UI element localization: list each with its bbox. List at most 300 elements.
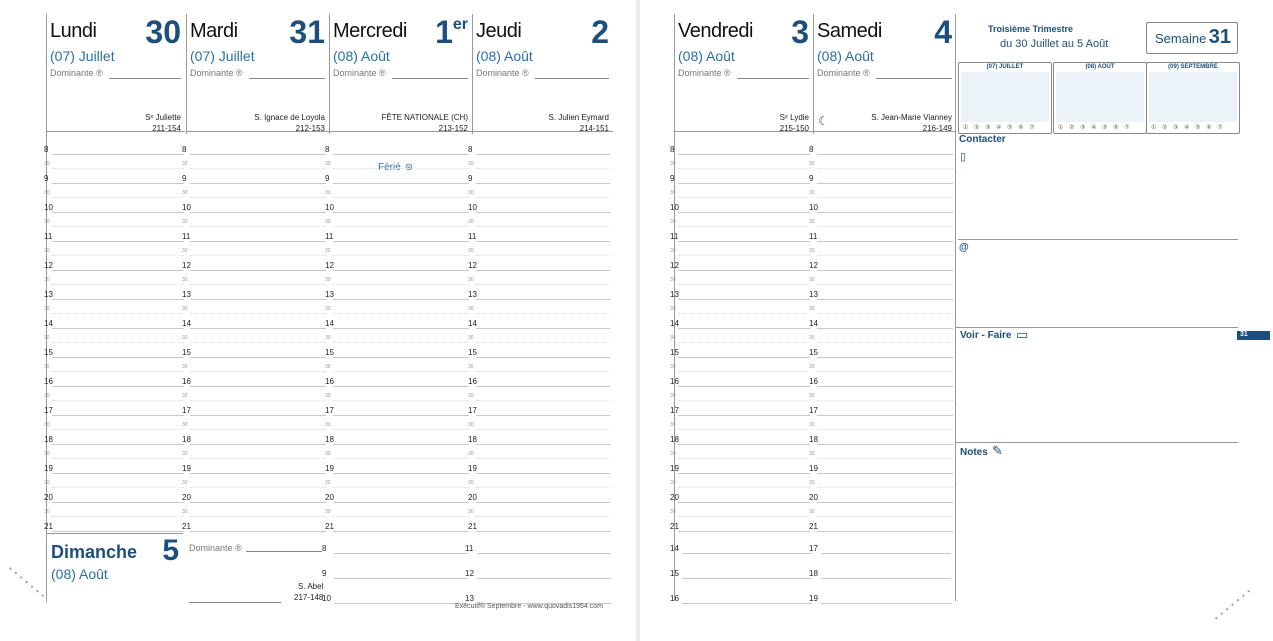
hour-line[interactable]	[52, 211, 184, 213]
hour-label: 16	[468, 377, 477, 386]
hour-line[interactable]	[190, 269, 326, 271]
half-hour-line[interactable]	[678, 428, 810, 430]
half-hour-label: 30	[44, 480, 50, 486]
hour-line[interactable]	[52, 153, 184, 155]
half-hour-line[interactable]	[52, 196, 184, 198]
mini-calendar-july	[958, 62, 1052, 134]
hour-line[interactable]	[190, 182, 326, 184]
half-hour-line[interactable]	[476, 486, 610, 488]
half-hour-line[interactable]	[817, 399, 953, 401]
half-hour-line[interactable]	[333, 515, 469, 517]
half-hour-line[interactable]	[190, 341, 326, 343]
half-hour-line[interactable]	[333, 486, 469, 488]
day-month: (07) Juillet	[190, 48, 255, 64]
hour-line[interactable]	[190, 298, 326, 300]
hour-line[interactable]	[476, 501, 610, 503]
trimestre-range: du 30 Juillet au 5 Août	[1000, 38, 1109, 50]
week-tab[interactable]: 31	[1237, 331, 1270, 340]
hour-line[interactable]	[333, 240, 469, 242]
half-hour-line[interactable]	[678, 196, 810, 198]
half-hour-line[interactable]	[678, 225, 810, 227]
dominante-line[interactable]	[737, 78, 809, 79]
hour-label: 13	[325, 290, 334, 299]
hour-label: 11	[325, 232, 334, 241]
pen-icon: ✎	[992, 443, 1003, 458]
day-name: Lundi	[50, 20, 97, 42]
hour-line[interactable]	[817, 443, 953, 445]
hour-label: 16	[809, 377, 818, 386]
hour-label: 13	[809, 290, 818, 299]
half-hour-line[interactable]	[52, 167, 184, 169]
half-hour-label: 30	[809, 277, 815, 283]
hour-line[interactable]	[678, 472, 810, 474]
day-name: Jeudi	[476, 20, 522, 42]
hour-line[interactable]	[476, 443, 610, 445]
hour-line[interactable]	[52, 501, 184, 503]
dominante-line[interactable]	[876, 78, 952, 79]
half-hour-line[interactable]	[817, 370, 953, 372]
half-hour-line[interactable]	[817, 167, 953, 169]
half-hour-line[interactable]	[333, 167, 469, 169]
sunday-dominante-line[interactable]	[246, 550, 322, 552]
hour-label: 14	[325, 319, 334, 328]
hour-line[interactable]	[678, 385, 810, 387]
hour-label: 17	[468, 406, 477, 415]
hour-line[interactable]	[476, 472, 610, 474]
hour-line[interactable]	[52, 356, 184, 358]
half-hour-label: 30	[182, 509, 188, 515]
half-hour-line[interactable]	[333, 428, 469, 430]
hour-label: 9	[468, 174, 473, 183]
hour-line[interactable]	[817, 414, 953, 416]
hour-label: 9	[182, 174, 187, 183]
half-hour-line[interactable]	[52, 457, 184, 459]
sunday-hour-line[interactable]	[334, 577, 468, 579]
half-hour-label: 30	[182, 277, 188, 283]
hour-line[interactable]	[52, 269, 184, 271]
half-hour-label: 30	[44, 364, 50, 370]
half-hour-label: 30	[468, 364, 474, 370]
hour-label: 15	[325, 348, 334, 357]
half-hour-line[interactable]	[678, 515, 810, 517]
hour-line[interactable]	[817, 327, 953, 329]
sunday-month: (08) Août	[51, 566, 108, 582]
hour-label: 10	[44, 203, 53, 212]
half-hour-line[interactable]	[333, 312, 469, 314]
half-hour-line[interactable]	[52, 312, 184, 314]
hour-line[interactable]	[817, 211, 953, 213]
hour-label: 8	[44, 145, 49, 154]
hour-line[interactable]	[333, 472, 469, 474]
half-hour-line[interactable]	[476, 254, 610, 256]
day-name: Samedi	[817, 20, 882, 42]
extra-hour-line[interactable]	[821, 552, 951, 554]
hour-line[interactable]	[678, 211, 810, 213]
hour-line[interactable]	[52, 385, 184, 387]
half-hour-label: 30	[44, 422, 50, 428]
hour-label: 19	[182, 464, 191, 473]
sunday-hour-line[interactable]	[334, 602, 468, 604]
half-hour-line[interactable]	[817, 283, 953, 285]
half-hour-line[interactable]	[817, 457, 953, 459]
mini-calendar-footer: ① ② ③ ④ ⑤ ⑥ ⑦	[1058, 125, 1132, 131]
half-hour-line[interactable]	[333, 196, 469, 198]
half-hour-line[interactable]	[333, 283, 469, 285]
hour-line[interactable]	[476, 298, 610, 300]
half-hour-line[interactable]	[333, 225, 469, 227]
hour-label: 15	[468, 348, 477, 357]
half-hour-line[interactable]	[52, 254, 184, 256]
dominante-line[interactable]	[535, 78, 609, 79]
half-hour-line[interactable]	[678, 254, 810, 256]
hour-line[interactable]	[333, 153, 469, 155]
hour-line[interactable]	[476, 530, 610, 532]
hour-line[interactable]	[190, 211, 326, 213]
hour-line[interactable]	[817, 153, 953, 155]
hour-line[interactable]	[678, 298, 810, 300]
half-hour-label: 30	[468, 306, 474, 312]
half-hour-label: 30	[670, 161, 676, 167]
half-hour-line[interactable]	[678, 457, 810, 459]
half-hour-label: 30	[325, 451, 331, 457]
half-hour-label: 30	[44, 509, 50, 515]
hour-label: 12	[44, 261, 53, 270]
sunday-hour-label: 12	[465, 569, 474, 578]
hour-label: 18	[182, 435, 191, 444]
hour-label: 21	[468, 522, 477, 531]
dominante-label: Dominante ®	[817, 68, 870, 78]
hour-line[interactable]	[476, 182, 610, 184]
hour-line[interactable]	[476, 240, 610, 242]
half-hour-line[interactable]	[52, 399, 184, 401]
extra-hour-label: 19	[809, 594, 818, 603]
half-hour-line[interactable]	[476, 457, 610, 459]
hour-line[interactable]	[52, 530, 184, 532]
hour-label: 8	[468, 145, 473, 154]
half-hour-line[interactable]	[190, 370, 326, 372]
hour-line[interactable]	[333, 211, 469, 213]
half-hour-line[interactable]	[678, 399, 810, 401]
half-hour-line[interactable]	[476, 370, 610, 372]
half-hour-line[interactable]	[333, 370, 469, 372]
half-hour-label: 30	[182, 161, 188, 167]
hour-line[interactable]	[678, 530, 810, 532]
binding-rings-right: • • • • • • •	[1212, 586, 1254, 623]
binding-rings-left: • • • • • • •	[6, 564, 48, 601]
half-hour-label: 30	[182, 248, 188, 254]
half-hour-label: 30	[809, 364, 815, 370]
half-hour-line[interactable]	[476, 225, 610, 227]
half-hour-line[interactable]	[817, 196, 953, 198]
hour-line[interactable]	[476, 327, 610, 329]
half-hour-line[interactable]	[190, 457, 326, 459]
half-hour-line[interactable]	[476, 515, 610, 517]
hour-label: 15	[44, 348, 53, 357]
hour-label: 16	[325, 377, 334, 386]
hour-label: 20	[182, 493, 191, 502]
day-code: 216-149	[922, 124, 952, 133]
hour-line[interactable]	[333, 501, 469, 503]
half-hour-label: 30	[468, 219, 474, 225]
hour-label: 21	[44, 522, 53, 531]
hour-line[interactable]	[52, 240, 184, 242]
half-hour-line[interactable]	[678, 312, 810, 314]
half-hour-label: 30	[468, 161, 474, 167]
hour-line[interactable]	[52, 443, 184, 445]
half-hour-line[interactable]	[190, 196, 326, 198]
hour-label: 12	[325, 261, 334, 270]
half-hour-line[interactable]	[52, 341, 184, 343]
hour-line[interactable]	[333, 298, 469, 300]
half-hour-label: 30	[809, 480, 815, 486]
hour-line[interactable]	[817, 385, 953, 387]
hour-label: 19	[468, 464, 477, 473]
hour-line[interactable]	[476, 356, 610, 358]
dominante-line[interactable]	[392, 78, 468, 79]
hour-line[interactable]	[52, 182, 184, 184]
hour-line[interactable]	[476, 414, 610, 416]
hour-label: 10	[182, 203, 191, 212]
half-hour-line[interactable]	[52, 225, 184, 227]
hour-label: 18	[670, 435, 679, 444]
half-hour-line[interactable]	[333, 457, 469, 459]
half-hour-line[interactable]	[52, 428, 184, 430]
half-hour-line[interactable]	[817, 341, 953, 343]
hour-line[interactable]	[190, 472, 326, 474]
half-hour-line[interactable]	[817, 515, 953, 517]
hour-label: 12	[670, 261, 679, 270]
dominante-label: Dominante ®	[678, 68, 731, 78]
week-box	[1146, 22, 1238, 54]
hour-line[interactable]	[678, 153, 810, 155]
hour-line[interactable]	[476, 385, 610, 387]
sunday-hour-line[interactable]	[477, 577, 611, 579]
half-hour-label: 30	[468, 509, 474, 515]
hour-label: 13	[182, 290, 191, 299]
dominante-label: Dominante ®	[333, 68, 386, 78]
half-hour-line[interactable]	[678, 486, 810, 488]
hour-label: 17	[44, 406, 53, 415]
half-hour-line[interactable]	[476, 196, 610, 198]
half-hour-label: 30	[670, 422, 676, 428]
hour-line[interactable]	[476, 153, 610, 155]
hour-label: 8	[325, 145, 330, 154]
half-hour-label: 30	[182, 335, 188, 341]
half-hour-line[interactable]	[476, 399, 610, 401]
sunday-dominante-label: Dominante ®	[189, 543, 242, 553]
hour-line[interactable]	[476, 211, 610, 213]
hour-line[interactable]	[333, 356, 469, 358]
hour-line[interactable]	[190, 153, 326, 155]
half-hour-line[interactable]	[190, 486, 326, 488]
day-number: 31	[289, 14, 325, 50]
hour-line[interactable]	[678, 443, 810, 445]
day-header-friday	[674, 14, 813, 134]
hour-line[interactable]	[817, 269, 953, 271]
hour-line[interactable]	[190, 443, 326, 445]
phone-icon: ▯	[960, 151, 967, 163]
holiday-label: Férié ⊜	[378, 162, 414, 173]
hour-line[interactable]	[678, 269, 810, 271]
extra-hour-label: 14	[670, 544, 679, 553]
half-hour-line[interactable]	[678, 370, 810, 372]
sunday-hour-label: 8	[322, 544, 327, 553]
half-hour-line[interactable]	[476, 428, 610, 430]
extra-hour-line[interactable]	[682, 552, 812, 554]
hour-line[interactable]	[333, 269, 469, 271]
hour-line[interactable]	[52, 414, 184, 416]
dominante-line[interactable]	[249, 78, 325, 79]
half-hour-line[interactable]	[476, 283, 610, 285]
column-separator	[955, 14, 956, 601]
mini-calendar-title: (09) SEPTEMBRE	[1168, 64, 1218, 70]
hour-label: 11	[44, 232, 53, 241]
day-header-tuesday	[186, 14, 329, 134]
half-hour-line[interactable]	[190, 167, 326, 169]
hour-label: 16	[44, 377, 53, 386]
hour-line[interactable]	[817, 182, 953, 184]
day-header-saturday	[813, 14, 956, 134]
sunday-hour-line[interactable]	[477, 552, 611, 554]
half-hour-line[interactable]	[190, 515, 326, 517]
hour-line[interactable]	[52, 472, 184, 474]
footer-text: Exécutif® Septembre - www.quovadis1954.com	[455, 603, 603, 610]
half-hour-line[interactable]	[817, 486, 953, 488]
hour-line[interactable]	[333, 385, 469, 387]
half-hour-label: 30	[325, 161, 331, 167]
hour-line[interactable]	[52, 327, 184, 329]
half-hour-line[interactable]	[333, 341, 469, 343]
hour-label: 10	[325, 203, 334, 212]
hour-line[interactable]	[333, 443, 469, 445]
hour-line[interactable]	[190, 530, 326, 532]
half-hour-label: 30	[325, 190, 331, 196]
half-hour-label: 30	[44, 190, 50, 196]
sunday-saint-line	[189, 601, 281, 603]
hour-line[interactable]	[817, 240, 953, 242]
hour-line[interactable]	[678, 327, 810, 329]
hour-line[interactable]	[190, 501, 326, 503]
hour-label: 18	[809, 435, 818, 444]
hour-line[interactable]	[817, 472, 953, 474]
hour-line[interactable]	[678, 240, 810, 242]
hour-line[interactable]	[333, 182, 469, 184]
hour-line[interactable]	[817, 501, 953, 503]
hour-line[interactable]	[678, 356, 810, 358]
half-hour-line[interactable]	[817, 428, 953, 430]
half-hour-line[interactable]	[190, 283, 326, 285]
hour-line[interactable]	[678, 414, 810, 416]
half-hour-line[interactable]	[678, 341, 810, 343]
email-label: @	[959, 242, 969, 253]
hour-label: 14	[809, 319, 818, 328]
half-hour-line[interactable]	[190, 254, 326, 256]
day-name: Vendredi	[678, 20, 753, 42]
half-hour-line[interactable]	[817, 312, 953, 314]
half-hour-line[interactable]	[52, 515, 184, 517]
hour-line[interactable]	[52, 298, 184, 300]
half-hour-line[interactable]	[476, 341, 610, 343]
hour-line[interactable]	[333, 327, 469, 329]
hour-label: 18	[468, 435, 477, 444]
hour-label: 18	[325, 435, 334, 444]
hour-label: 16	[182, 377, 191, 386]
dominante-label: Dominante ®	[50, 68, 103, 78]
hour-line[interactable]	[476, 269, 610, 271]
extra-hour-line[interactable]	[821, 577, 951, 579]
hour-line[interactable]	[190, 356, 326, 358]
mini-calendar-grid	[961, 72, 1049, 122]
hour-label: 12	[468, 261, 477, 270]
hour-line[interactable]	[190, 414, 326, 416]
hour-label: 14	[182, 319, 191, 328]
hour-line[interactable]	[817, 530, 953, 532]
day-number: 4	[934, 14, 952, 50]
half-hour-line[interactable]	[52, 486, 184, 488]
hour-line[interactable]	[333, 530, 469, 532]
hour-label: 14	[670, 319, 679, 328]
half-hour-label: 30	[670, 306, 676, 312]
half-hour-label: 30	[44, 161, 50, 167]
extra-hour-line[interactable]	[682, 602, 812, 604]
hour-label: 11	[670, 232, 679, 241]
hour-label: 15	[182, 348, 191, 357]
half-hour-line[interactable]	[476, 312, 610, 314]
sunday-box	[46, 533, 183, 602]
hour-line[interactable]	[190, 240, 326, 242]
half-hour-line[interactable]	[817, 225, 953, 227]
day-number: 2	[591, 14, 609, 50]
dominante-line[interactable]	[109, 78, 181, 79]
half-hour-line[interactable]	[190, 428, 326, 430]
week-number: 31	[1208, 26, 1231, 48]
hour-line[interactable]	[817, 356, 953, 358]
hour-line[interactable]	[678, 182, 810, 184]
sunday-hour-label: 10	[322, 594, 331, 603]
extra-hour-line[interactable]	[682, 577, 812, 579]
dominante-label: Dominante ®	[476, 68, 529, 78]
hour-line[interactable]	[678, 501, 810, 503]
contact-line[interactable]	[958, 238, 1238, 240]
half-hour-line[interactable]	[190, 399, 326, 401]
hour-line[interactable]	[333, 414, 469, 416]
half-hour-line[interactable]	[476, 167, 610, 169]
day-number: 1er	[435, 14, 468, 50]
half-hour-line[interactable]	[52, 370, 184, 372]
hour-line[interactable]	[190, 385, 326, 387]
mini-calendar-grid	[1056, 72, 1144, 122]
half-hour-line[interactable]	[190, 312, 326, 314]
half-hour-label: 30	[325, 422, 331, 428]
half-hour-line[interactable]	[333, 254, 469, 256]
extra-hour-line[interactable]	[821, 602, 951, 604]
extra-hour-label: 17	[809, 544, 818, 553]
mini-calendar-september	[1146, 62, 1240, 134]
hour-line[interactable]	[190, 327, 326, 329]
half-hour-line[interactable]	[678, 283, 810, 285]
hour-line[interactable]	[817, 298, 953, 300]
hour-label: 12	[182, 261, 191, 270]
day-header-monday	[46, 14, 185, 134]
half-hour-line[interactable]	[678, 167, 810, 169]
half-hour-label: 30	[670, 248, 676, 254]
sunday-hour-line[interactable]	[334, 552, 468, 554]
hour-label: 18	[44, 435, 53, 444]
half-hour-line[interactable]	[52, 283, 184, 285]
half-hour-line[interactable]	[817, 254, 953, 256]
half-hour-line[interactable]	[190, 225, 326, 227]
half-hour-line[interactable]	[333, 399, 469, 401]
